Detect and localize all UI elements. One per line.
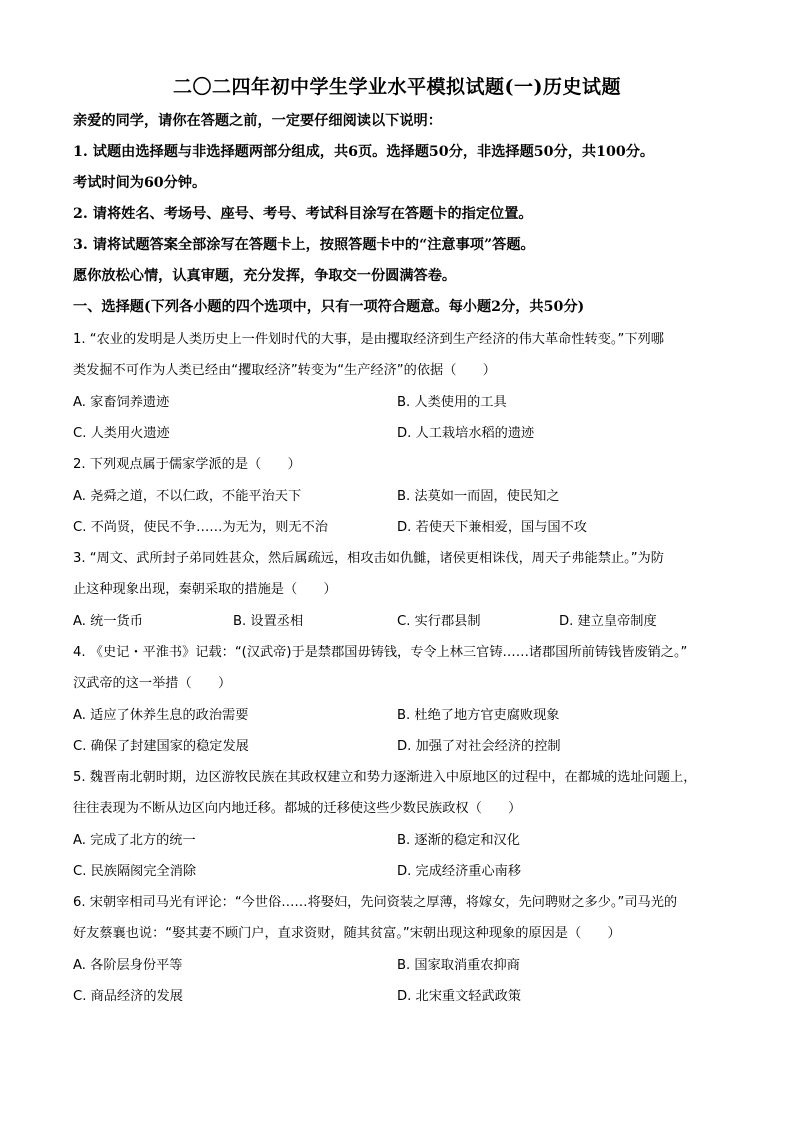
intro-greeting: 亲爱的同学，请你在答题之前，一定要仔细阅读以下说明：: [73, 113, 442, 129]
question-text: 类发掘不可作为人类已经由“攫取经济”转变为“生产经济”的依据（ ）: [73, 363, 496, 378]
option-c[interactable]: C. 不尚贤，使民不争……为无为，则无不治: [73, 520, 328, 535]
option-a[interactable]: A. 完成了北方的统一: [73, 833, 196, 848]
option-c[interactable]: C. 民族隔阂完全消除: [73, 864, 197, 879]
intro-note-1-cont: 考试时间为60分钟。: [73, 175, 207, 191]
question-text: 5. 魏晋南北朝时期，边区游牧民族在其政权建立和势力逐渐进入中原地区的过程中，在都城的选址问题上，: [73, 770, 697, 785]
option-b[interactable]: B. 设置丞相: [233, 614, 304, 629]
option-c[interactable]: C. 人类用火遗迹: [73, 426, 170, 441]
question-text: 4. 《史记・平淮书》记载：“(汉武帝)于是禁郡国毋铸钱，专令上林三官铸……诸郡国所前铸钱皆废销之。”: [73, 645, 688, 660]
option-b[interactable]: B. 国家取消重农抑商: [397, 958, 520, 973]
page-title: 二〇二四年初中学生学业水平模拟试题(一)历史试题: [173, 76, 621, 98]
option-d[interactable]: D. 人工栽培水稻的遗迹: [397, 426, 535, 441]
question-text: 汉武帝的这一举措（ ）: [73, 676, 232, 691]
option-c[interactable]: C. 确保了封建国家的稳定发展: [73, 739, 249, 754]
intro-wish: 愿你放松心情，认真审题，充分发挥，争取交一份圆满答卷。: [73, 268, 457, 284]
option-a[interactable]: A. 适应了休养生息的政治需要: [73, 708, 249, 723]
question-text: 6. 宋朝宰相司马光有评论：“今世俗……将娶妇，先问资装之厚薄，将嫁女，先问聘财之多少。”司马光的: [73, 895, 678, 910]
option-d[interactable]: D. 建立皇帝制度: [559, 614, 657, 629]
intro-note-1: 1. 试题由选择题与非选择题两部分组成，共6页。选择题50分，非选择题50分，共100分。: [73, 144, 655, 160]
option-d[interactable]: D. 完成经济重心南移: [397, 864, 522, 879]
question-text: 1. “农业的发明是人类历史上一件划时代的大事，是由攫取经济到生产经济的伟大革命性转变。”下列哪: [73, 332, 664, 347]
option-c[interactable]: C. 实行郡县制: [397, 614, 481, 629]
question-text: 3. “周文、武所封子弟同姓甚众，然后属疏远，相攻击如仇雠，诸侯更相诛伐，周天子弗能禁止。”为防: [73, 551, 664, 566]
option-d[interactable]: D. 加强了对社会经济的控制: [397, 739, 561, 754]
section-heading: 一、选择题(下列各小题的四个选项中，只有一项符合题意。每小题2分，共50分): [73, 299, 585, 315]
option-a[interactable]: A. 尧舜之道，不以仁政，不能平治天下: [73, 489, 302, 504]
question-text: 止这种现象出现，秦朝采取的措施是（ ）: [73, 582, 337, 597]
option-c[interactable]: C. 商品经济的发展: [73, 989, 183, 1004]
question-text: 好友蔡襄也说：“娶其妻不顾门户，直求资财，随其贫富。”宋朝出现这种现象的原因是（ ）: [73, 926, 621, 941]
question-text: 2. 下列观点属于儒家学派的是（ ）: [73, 457, 301, 472]
option-b[interactable]: B. 人类使用的工具: [397, 395, 507, 410]
option-b[interactable]: B. 法莫如一而固，使民知之: [397, 489, 560, 504]
option-b[interactable]: B. 逐渐的稳定和汉化: [397, 833, 520, 848]
question-text: 往往表现为不断从边区向内地迁移。都城的迁移使这些少数民族政权（ ）: [73, 801, 522, 816]
option-d[interactable]: D. 若使天下兼相爱，国与国不攻: [397, 520, 587, 535]
option-a[interactable]: A. 统一货币: [73, 614, 143, 629]
intro-note-3: 3. 请将试题答案全部涂写在答题卡上，按照答题卡中的“注意事项”答题。: [73, 237, 535, 253]
option-b[interactable]: B. 杜绝了地方官吏腐败现象: [397, 708, 560, 723]
option-d[interactable]: D. 北宋重文轻武政策: [397, 989, 522, 1004]
option-a[interactable]: A. 各阶层身份平等: [73, 958, 183, 973]
intro-note-2: 2. 请将姓名、考场号、座号、考号、考试科目涂写在答题卡的指定位置。: [73, 206, 533, 222]
option-a[interactable]: A. 家畜饲养遗迹: [73, 395, 170, 410]
